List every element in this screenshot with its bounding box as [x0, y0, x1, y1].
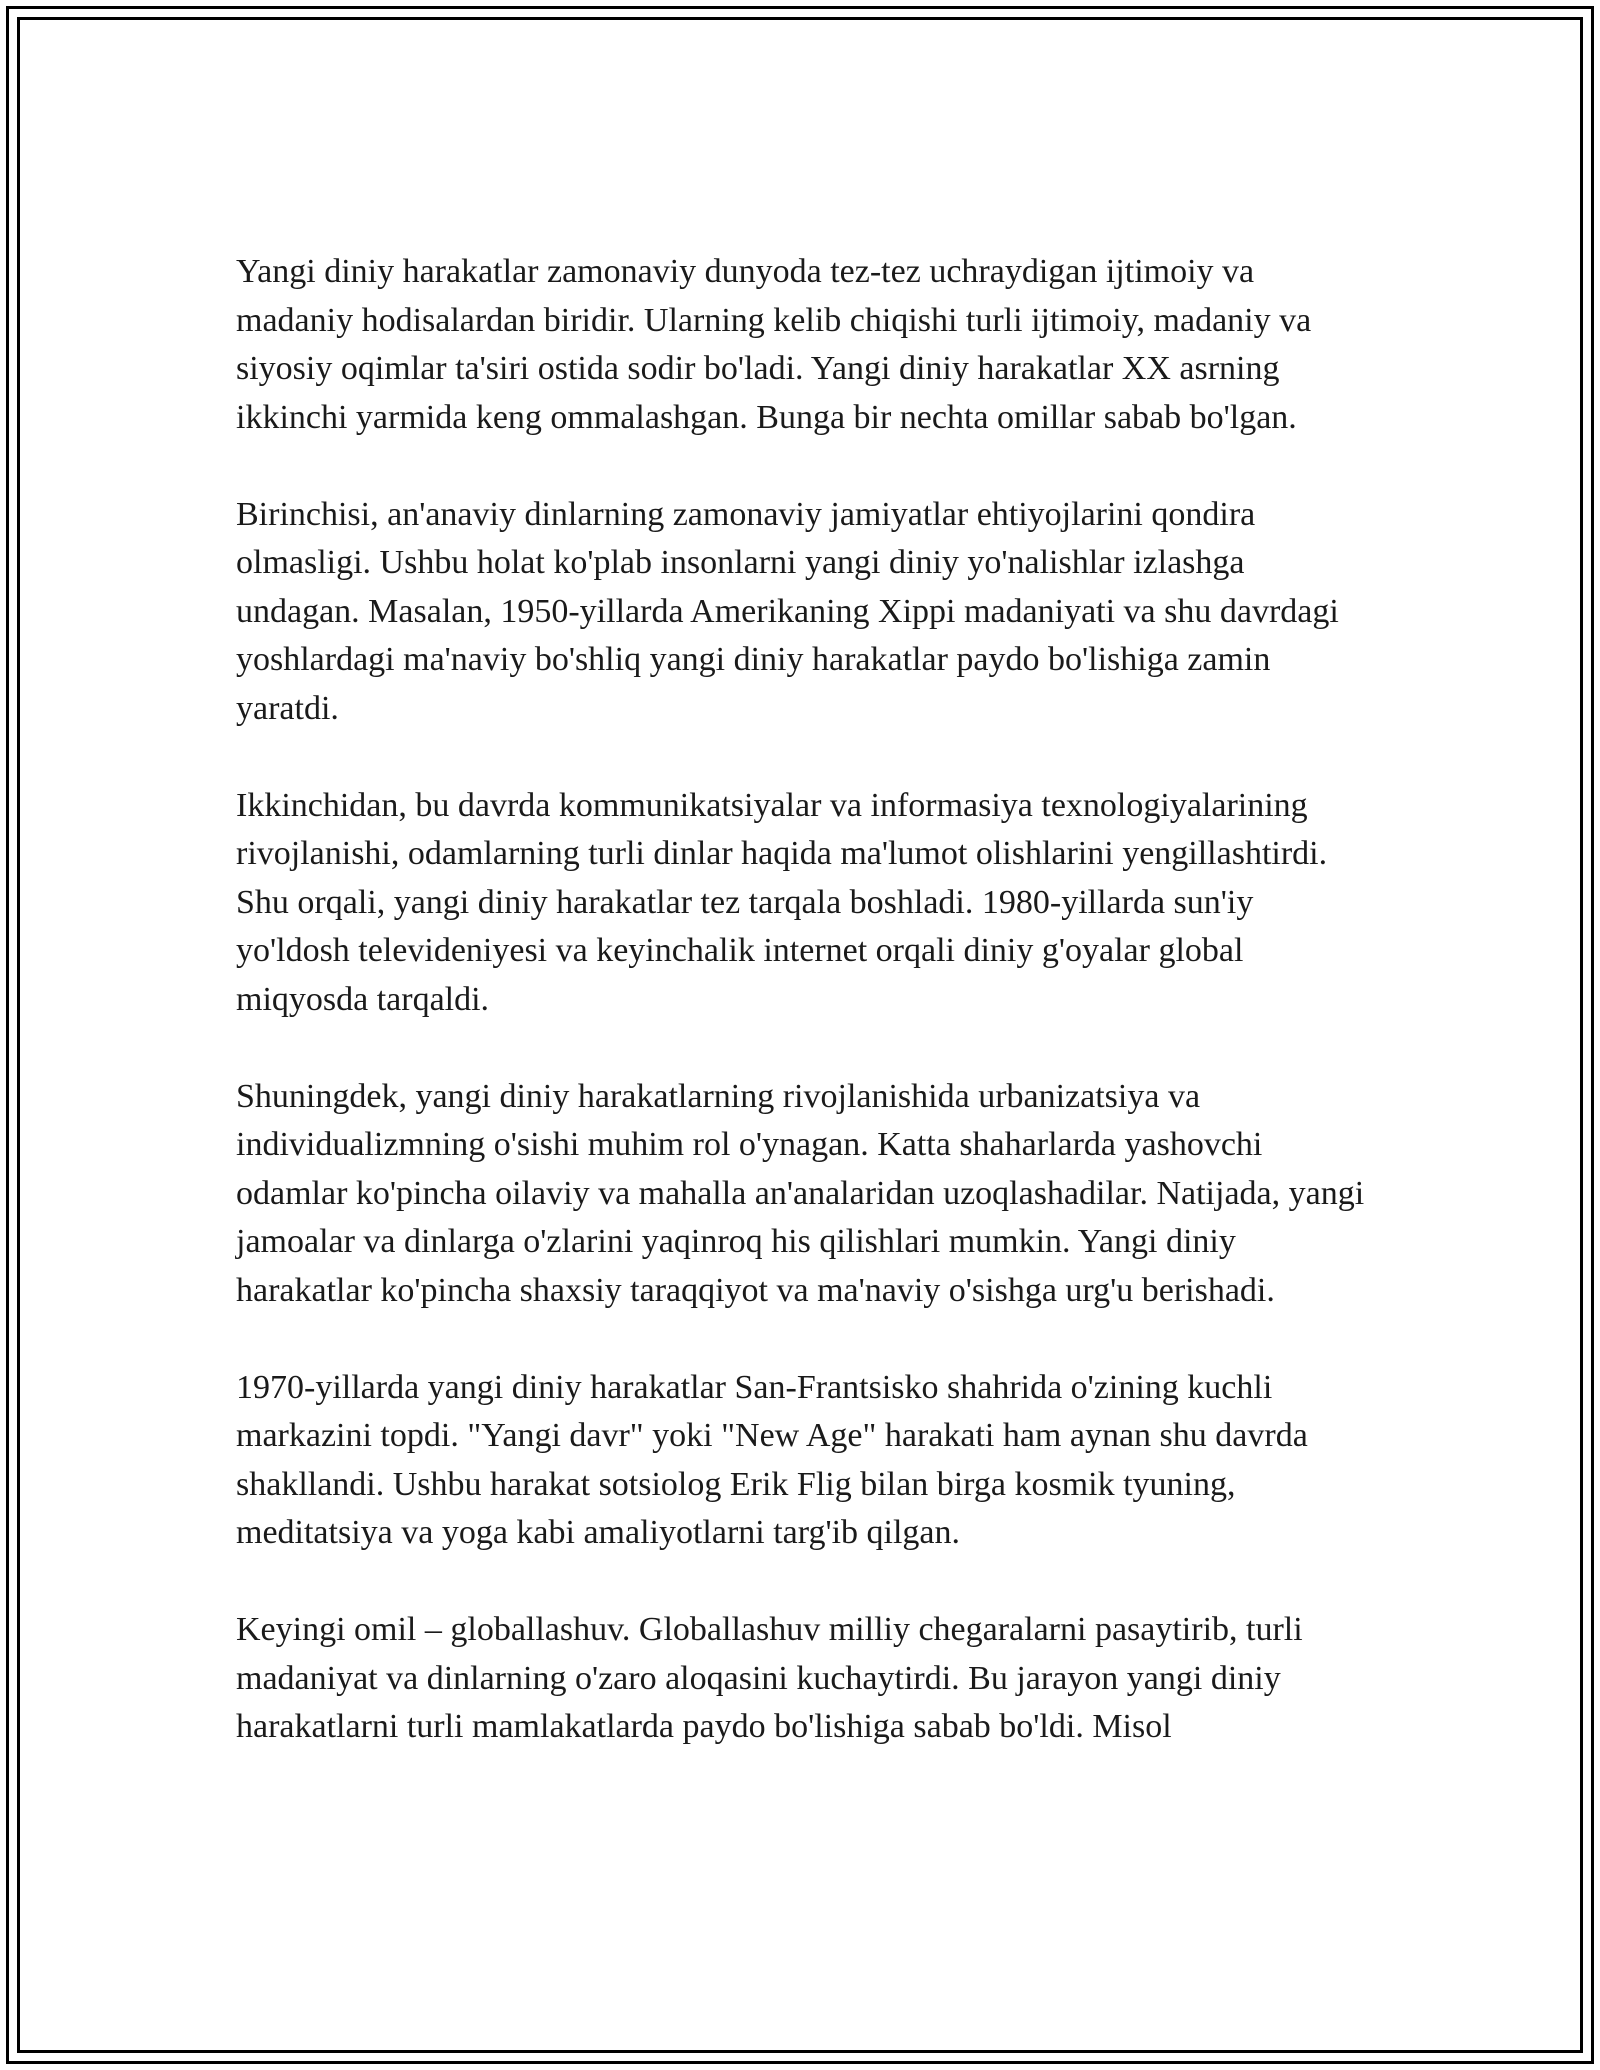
paragraph-5: 1970-yillarda yangi diniy harakatlar San-Frantsisko shahrida o'zining kuchli markazini topdi. "Yangi davr" yoki "New Age" harakati ham aynan shu davrda shakllandi. Ushbu harakat sotsiolog Erik Flig bilan birga kosmik tyuning, meditatsiya va yoga kabi amaliyotlarni targ'ib qilgan. — [236, 1368, 1308, 1551]
paragraph-1: Yangi diniy harakatlar zamonaviy dunyoda tez-tez uchraydigan ijtimoiy va madaniy hodisalardan biridir. Ularning kelib chiqishi turli ijtimoiy, madaniy va siyosiy oqimlar ta'siri ostida sodir bo'ladi. Yangi diniy harakatlar XX asrning ikkinchi yarmida keng ommalashgan. Bunga bir nechta omillar sabab bo'lgan. — [236, 253, 1312, 436]
document-body — [236, 248, 1366, 1752]
paragraph-3: Ikkinchidan, bu davrda kommunikatsiyalar va informasiya texnologiyalarining rivojlanishi, odamlarning turli dinlar haqida ma'lumot olishlarini yengillashtirdi. Shu orqali, yangi diniy harakatlar tez tarqala boshladi. 1980-yillarda sun'iy yo'ldosh televideniyesi va keyinchalik internet orqali diniy g'oyalar global miqyosda tarqaldi. — [236, 786, 1328, 1018]
paragraph-6: Keyingi omil – globallashuv. Globallashuv milliy chegaralarni pasaytirib, turli madaniyat va dinlarning o'zaro aloqasini kuchaytirdi. Bu jarayon yangi diniy harakatlarni turli mamlakatlarda paydo bo'lishiga sabab bo'ldi. Misol — [236, 1611, 1303, 1745]
paragraph-2: Birinchisi, an'anaviy dinlarning zamonaviy jamiyatlar ehtiyojlarini qondira olmasligi. Ushbu holat ko'plab insonlarni yangi diniy yo'nalishlar izlashga undagan. Masalan, 1950-yillarda Amerikaning Xippi madaniyati va shu davrdagi yoshlardagi ma'naviy bo'shliq yangi diniy harakatlar paydo bo'lishiga zamin yaratdi. — [236, 495, 1339, 727]
paragraph-4: Shuningdek, yangi diniy harakatlarning rivojlanishida urbanizatsiya va individualizmning o'sishi muhim rol o'ynagan. Katta shaharlarda yashovchi odamlar ko'pincha oilaviy va mahalla an'analaridan uzoqlashadilar. Natijada, yangi jamoalar va dinlarga o'zlarini yaqinroq his qilishlari mumkin. Yangi diniy harakatlar ko'pincha shaxsiy taraqqiyot va ma'naviy o'sishga urg'u berishadi. — [236, 1077, 1365, 1309]
